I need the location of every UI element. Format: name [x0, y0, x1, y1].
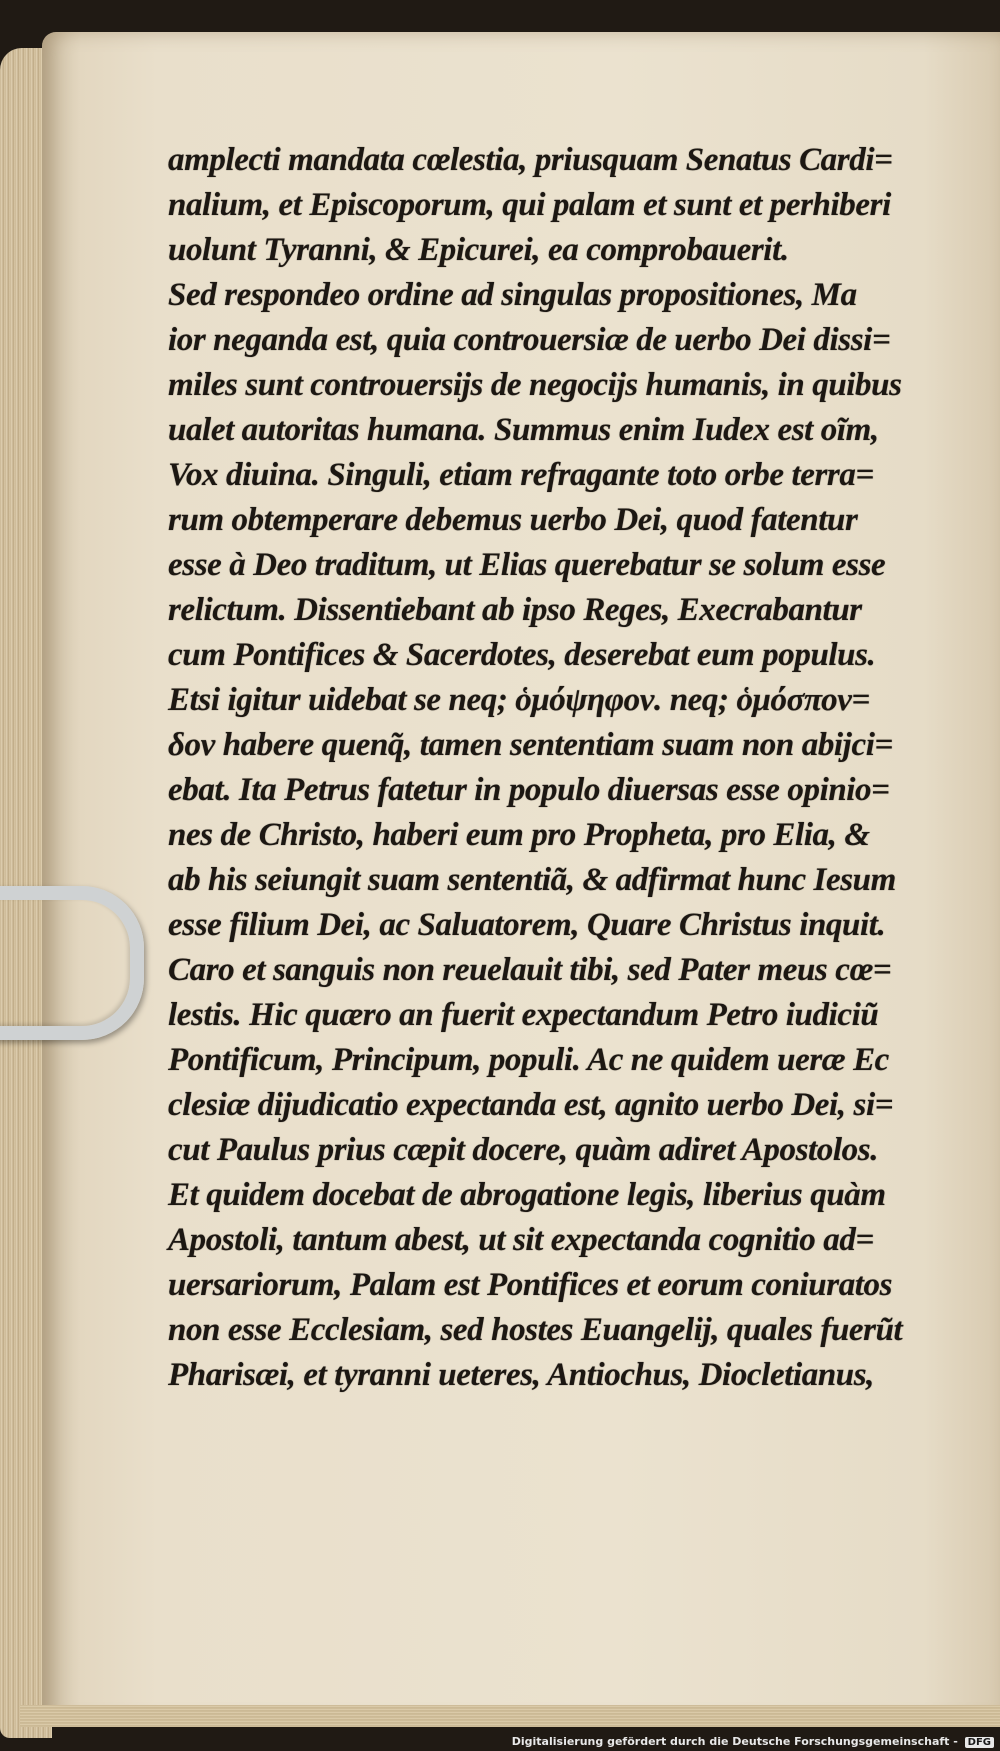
page-text	[168, 138, 973, 1398]
text-line: uersariorum, Palam est Pontifices et eorum coniuratos	[168, 1267, 893, 1303]
text-line: lestis. Hic quæro an fuerit expectandum Petro iudiciũ	[168, 997, 879, 1033]
paper-clip-icon	[0, 886, 144, 1040]
digitization-credit	[512, 1735, 994, 1748]
text-line: cut Paulus prius cæpit docere, quàm adiret Apostolos.	[168, 1132, 879, 1168]
text-line: miles sunt controuersijs de negocijs humanis, in quibus	[168, 367, 902, 403]
text-line: Apostoli, tantum abest, ut sit expectanda cognitio ad=	[168, 1222, 874, 1258]
text-line: Pharisæi, et tyranni ueteres, Antiochus, Diocletianus,	[168, 1357, 875, 1393]
text-line: uolunt Tyranni, & Epicurei, ea comprobauerit.	[168, 232, 789, 268]
text-line: ualet autoritas humana. Summus enim Iudex est oĩm,	[168, 412, 879, 448]
text-line: δον habere quenq̃, tamen sententiam suam non abijci=	[168, 727, 893, 763]
text-line: rum obtemperare debemus uerbo Dei, quod fatentur	[168, 502, 858, 538]
text-line: clesiæ dijudicatio expectanda est, agnito uerbo Dei, si=	[168, 1087, 894, 1123]
text-line: non esse Ecclesiam, sed hostes Euangelij, quales fuerũt	[168, 1312, 903, 1348]
text-line: Pontificum, Principum, populi. Ac ne quidem ueræ Ec	[168, 1042, 889, 1078]
text-line: esse à Deo traditum, ut Elias querebatur se solum esse	[168, 547, 886, 583]
credit-text: Digitalisierung gefördert durch die Deutsche Forschungsgemeinschaft -	[511, 1735, 958, 1748]
text-line: ior neganda est, quia controuersiæ de uerbo Dei dissi=	[168, 322, 891, 358]
text-line: Sed respondeo ordine ad singulas propositiones, Ma	[168, 277, 857, 313]
text-line: Caro et sanguis non reuelauit tibi, sed Pater meus cœ=	[168, 952, 892, 988]
text-line: relictum. Dissentiebant ab ipso Reges, Execrabantur	[168, 592, 862, 628]
dfg-logo: DFG	[965, 1737, 994, 1748]
text-line: ab his seiungit suam sententiã, & adfirmat hunc Iesum	[168, 862, 896, 898]
text-line: nalium, et Episcoporum, qui palam et sunt et perhiberi	[168, 187, 891, 223]
text-line: Etsi igitur uidebat se neq; ὁμόψηφον. neq; ὁμόσπον=	[168, 682, 870, 718]
text-line: amplecti mandata cœlestia, priusquam Senatus Cardi=	[168, 142, 893, 178]
text-line: cum Pontifices & Sacerdotes, deserebat eum populus.	[168, 637, 876, 673]
page-bottom-edges	[20, 1705, 1000, 1727]
text-line: Vox diuina. Singuli, etiam refragante toto orbe terra=	[168, 457, 874, 493]
text-line: esse filium Dei, ac Saluatorem, Quare Christus inquit.	[168, 907, 886, 943]
text-line: nes de Christo, haberi eum pro Propheta, pro Elia, &	[168, 817, 870, 853]
text-line: ebat. Ita Petrus fatetur in populo diuersas esse opinio=	[168, 772, 890, 808]
text-line: Et quidem docebat de abrogatione legis, liberius quàm	[168, 1177, 886, 1213]
